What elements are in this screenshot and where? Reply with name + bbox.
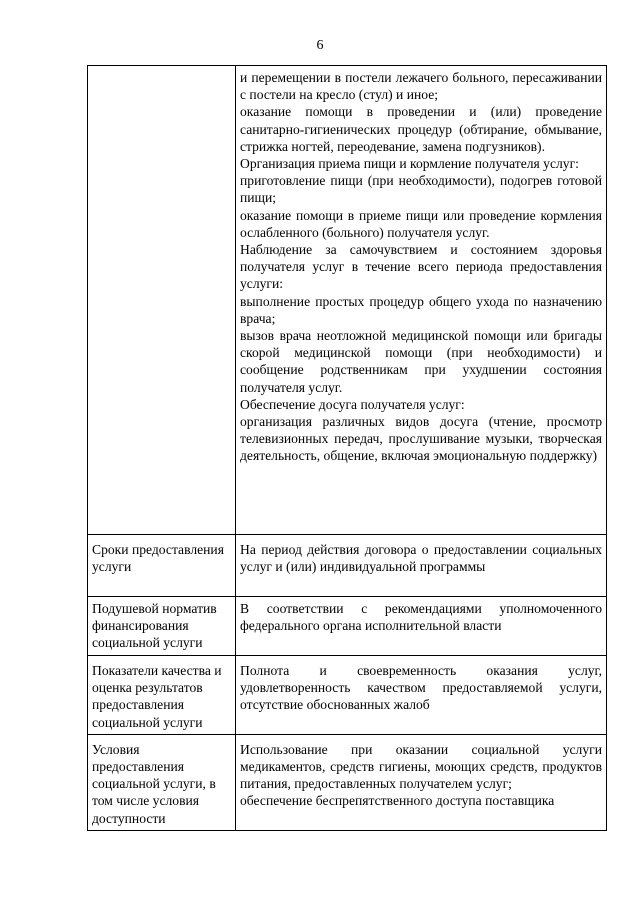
paragraph: обеспечение беспрепятственного доступа поставщика — [240, 793, 555, 809]
table-row-funding-norm — [88, 597, 607, 656]
table-row-quality-indicators — [88, 656, 607, 735]
paragraph: оказание помощи в проведении и (или) проведение санитарно-гигиенических процедур (обтирание, обмывание, стрижка ногтей, переодевание, замена подгузников). — [240, 104, 602, 154]
row-content-conditions — [236, 734, 607, 830]
paragraph: и перемещении в постели лежачего больного, пересаживании с постели на кресло (стул) и иное; — [240, 70, 602, 103]
paragraph: выполнение простых процедур общего ухода по назначению врача; — [240, 293, 602, 326]
paragraph: Организация приема пищи и кормление получателя услуг: — [240, 156, 579, 172]
row-label-quality-indicators: Показатели качества и оценка результатов предоставления социальной услуги — [88, 656, 236, 735]
row-label-terms: Сроки предоставления услуги — [88, 535, 236, 597]
paragraph: организация различных видов досуга (чтение, просмотр телевизионных передач, прослушивание музыки, творческая деятельность, общение, включая эмоциональную поддержку) — [240, 414, 602, 464]
table-row-continuation — [88, 66, 607, 535]
paragraph: Использование при оказании социальной услуги медикаментов, средств гигиены, моющих средств, продуктов питания, предоставленных получателем услуг; — [240, 741, 602, 792]
row-content-terms: На период действия договора о предоставлении социальных услуг и (или) индивидуальной программы — [236, 535, 607, 597]
row-content-service-actions — [236, 66, 607, 535]
paragraph: оказание помощи в приеме пищи или проведение кормления ослабленного (больного) получателя услуг. — [240, 207, 602, 240]
page-number: 6 — [316, 38, 324, 53]
row-label-funding-norm: Подушевой норматив финансирования социальной услуги — [88, 597, 236, 656]
paragraph: вызов врача неотложной медицинской помощи или бригады скорой медицинской помощи (при необходимости) и сообщение родственникам при ухудшении состояния получателя услуг. — [240, 328, 602, 395]
paragraph: приготовление пищи (при необходимости), подогрев готовой пищи; — [240, 173, 602, 206]
paragraph: Обеспечение досуга получателя услуг: — [240, 396, 465, 412]
table-row-conditions — [88, 734, 607, 830]
row-content-funding-norm: В соответствии с рекомендациями уполномоченного федерального органа исполнительной власти — [236, 597, 607, 656]
service-description-table — [87, 65, 607, 831]
paragraph: Наблюдение за самочувствием и состоянием здоровья получателя услуг в течение всего периода предоставления услуги: — [240, 242, 602, 292]
row-content-quality-indicators: Полнота и своевременность оказания услуг, удовлетворенность качеством предоставляемой услуги, отсутствие обоснованных жалоб — [236, 656, 607, 735]
table-row-terms — [88, 535, 607, 597]
row-label-conditions: Условия предоставления социальной услуги, в том числе условия доступности — [88, 734, 236, 830]
row-label-empty — [88, 66, 236, 535]
